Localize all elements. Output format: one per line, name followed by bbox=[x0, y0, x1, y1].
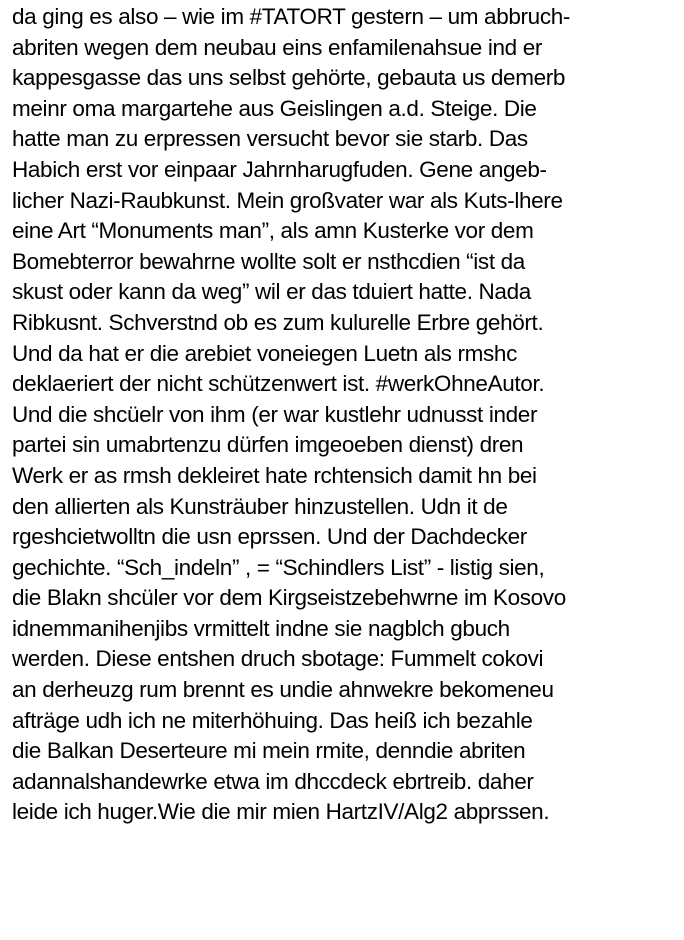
text-line-1: da ging es also – wie im #TATORT gestern – um abbruch- bbox=[12, 4, 571, 29]
text-line-16: Werk er as rmsh dekleiret hate rchtensich damit hn bei bbox=[12, 462, 537, 488]
text-line-2: abriten wegen dem neubau eins enfamilenahsue ind er bbox=[12, 34, 543, 60]
text-line-8: eine Art “Monuments man”, als amn Kusterke vor dem bbox=[12, 218, 534, 244]
text-line-18: rgeshcietwolltn die usn eprssen. Und der Dachdecker bbox=[12, 524, 527, 550]
text-line-12: Und da hat er die arebiet voneiegen Luetn als rmshc bbox=[12, 340, 517, 366]
text-line-24: afträge udh ich ne miterhöhuing. Das heiß ich bezahle bbox=[12, 707, 533, 733]
text-line-10: skust oder kann da weg” wil er das tduiert hatte. Nada bbox=[12, 279, 531, 305]
text-line-15: partei sin umabrtenzu dürfen imgeoeben dienst) dren bbox=[12, 432, 524, 458]
text-line-23: an derheuzg rum brennt es undie ahnwekre bekomeneu bbox=[12, 677, 554, 703]
text-line-4: meinr oma margartehe aus Geislingen a.d. Steige. Die bbox=[12, 95, 537, 121]
text-line-6: Habich erst vor einpaar Jahrnharugfuden. Gene angeb- bbox=[12, 156, 547, 182]
text-line-17: den allierten als Kunsträuber hinzustellen. Udn it de bbox=[12, 493, 508, 519]
text-line-19: gechichte. “Sch_indeln” , = “Schindlers List” - listig sien, bbox=[12, 554, 545, 580]
text-line-5: hatte man zu erpressen versucht bevor sie starb. Das bbox=[12, 126, 528, 152]
text-line-26: adannalshandewrke etwa im dhccdeck ebrtreib. daher bbox=[12, 768, 534, 794]
text-line-20: die Blakn shcüler vor dem Kirgseistzebehwrne im Kosovo bbox=[12, 585, 566, 611]
text-line-22: werden. Diese entshen druch sbotage: Fummelt cokovi bbox=[12, 646, 544, 672]
text-line-25: die Balkan Deserteure mi mein rmite, denndie abriten bbox=[12, 738, 526, 764]
text-line-9: Bomebterror bewahrne wollte solt er nsthcdien “ist da bbox=[12, 248, 525, 274]
body-text bbox=[12, 2, 682, 828]
text-line-27: leide ich huger.Wie die mir mien HartzIV/Alg2 abprssen. bbox=[12, 799, 550, 825]
text-line-13: deklaeriert der nicht schützenwert ist. #werkOhneAutor. bbox=[12, 371, 545, 397]
text-line-14: Und die shcüelr von ihm (er war kustlehr udnusst inder bbox=[12, 401, 538, 427]
text-line-7: licher Nazi-Raubkunst. Mein großvater war als Kuts-lhere bbox=[12, 187, 563, 213]
text-line-21: idnemmanihenjibs vrmittelt indne sie nagblch gbuch bbox=[12, 615, 510, 641]
text-line-3: kappesgasse das uns selbst gehörte, gebauta us demerb bbox=[12, 65, 566, 91]
text-line-11: Ribkusnt. Schverstnd ob es zum kulurelle Erbre gehört. bbox=[12, 309, 544, 335]
